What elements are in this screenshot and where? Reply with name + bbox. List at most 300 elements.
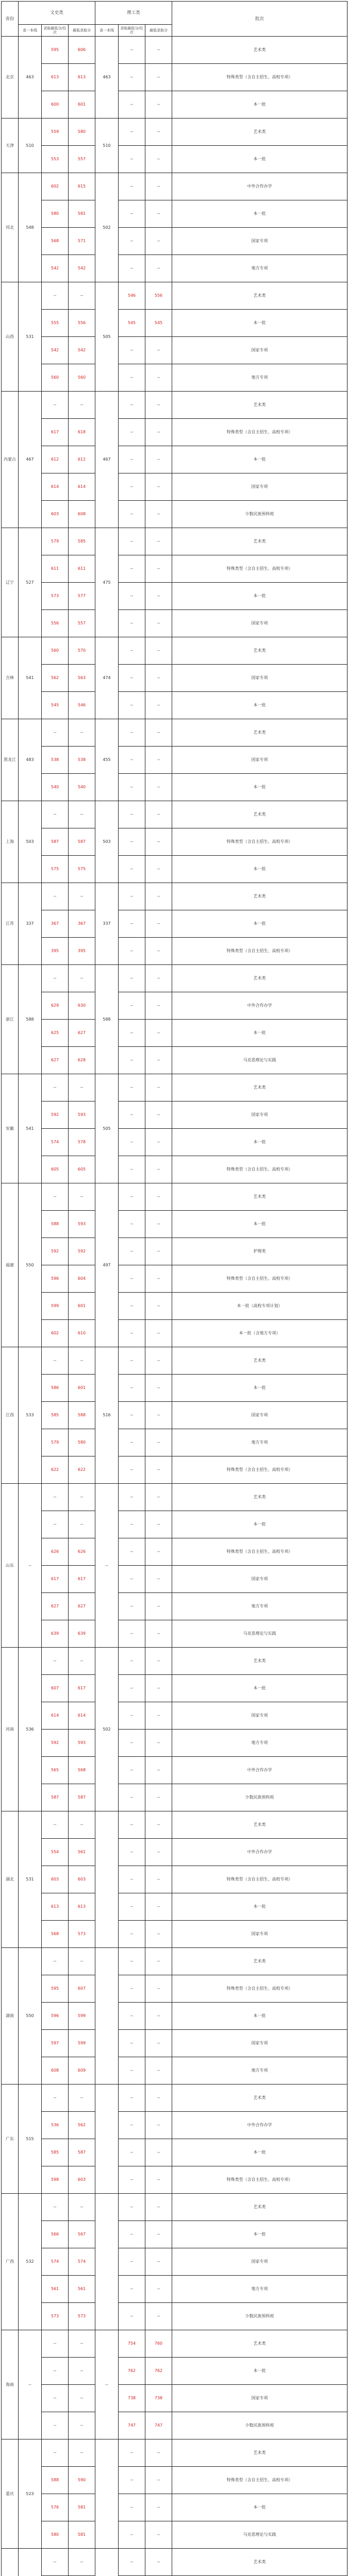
science-admit-min-cell: -- bbox=[119, 37, 145, 64]
liberal-min-score-cell: 639 bbox=[69, 1620, 95, 1648]
science-admit-min-cell: -- bbox=[119, 173, 145, 200]
science-admit-min-cell: -- bbox=[119, 2549, 145, 2576]
batch-cell: 本一批 bbox=[172, 1511, 347, 1538]
liberal-min-score-cell: 571 bbox=[69, 228, 95, 255]
science-min-score-cell: -- bbox=[145, 2084, 172, 2112]
liberal-admit-min-cell: 395 bbox=[42, 938, 69, 965]
science-min-score-cell: -- bbox=[145, 801, 172, 828]
science-admit-min-cell: -- bbox=[119, 1921, 145, 1948]
table-row bbox=[2, 1183, 347, 1211]
science-admit-min-cell: 545 bbox=[119, 310, 145, 337]
science-ctrl-line-cell: 505 bbox=[95, 282, 119, 392]
science-min-score-cell: -- bbox=[145, 1620, 172, 1648]
liberal-admit-min-cell: 639 bbox=[42, 1620, 69, 1648]
batch-cell: 地方专项 bbox=[172, 255, 347, 282]
liberal-admit-min-cell: 555 bbox=[42, 310, 69, 337]
table-row bbox=[2, 173, 347, 200]
batch-cell: 本一批 bbox=[172, 146, 347, 173]
batch-cell: 特殊类型（含自主招生、高校专项） bbox=[172, 1975, 347, 2003]
science-admit-min-cell: -- bbox=[119, 719, 145, 747]
liberal-admit-min-cell: 625 bbox=[42, 1020, 69, 1047]
table-row bbox=[2, 910, 347, 938]
science-min-score-cell: 556 bbox=[145, 282, 172, 310]
batch-cell: 特殊类型（含自主招生、高校专项） bbox=[172, 1538, 347, 1566]
batch-cell: 艺术类 bbox=[172, 965, 347, 992]
table-row bbox=[2, 583, 347, 610]
liberal-ctrl-line-cell: 532 bbox=[19, 2194, 42, 2330]
batch-cell: 艺术类 bbox=[172, 392, 347, 419]
science-min-score-cell: -- bbox=[145, 2276, 172, 2303]
science-admit-min-cell: -- bbox=[119, 2057, 145, 2084]
liberal-admit-min-cell: 613 bbox=[42, 1893, 69, 1921]
liberal-min-score-cell: 601 bbox=[69, 91, 95, 118]
batch-cell: 地方专项 bbox=[172, 1593, 347, 1620]
liberal-admit-min-cell: 588 bbox=[42, 2467, 69, 2494]
science-min-score-cell: -- bbox=[145, 965, 172, 992]
liberal-admit-min-cell: 579 bbox=[42, 528, 69, 555]
science-ctrl-line-cell: 467 bbox=[95, 392, 119, 528]
batch-cell: 本一批（含地方专项） bbox=[172, 1320, 347, 1347]
province-cell: 湖南 bbox=[2, 1948, 19, 2084]
science-min-score-cell: -- bbox=[145, 2521, 172, 2549]
science-min-score-cell: -- bbox=[145, 1839, 172, 1866]
science-min-score-cell: -- bbox=[145, 255, 172, 282]
table-row bbox=[2, 1893, 347, 1921]
batch-cell: 少数民族预科班 bbox=[172, 501, 347, 528]
science-min-score-cell: 760 bbox=[145, 2330, 172, 2358]
table-row bbox=[2, 200, 347, 228]
table-row bbox=[2, 1402, 347, 1429]
table-row bbox=[2, 992, 347, 1020]
batch-cell: 中外合作办学 bbox=[172, 992, 347, 1020]
science-admit-min-cell: -- bbox=[119, 2030, 145, 2057]
liberal-ctrl-line-cell: -- bbox=[19, 2330, 42, 2439]
table-row bbox=[2, 2139, 347, 2166]
liberal-admit-min-cell: 542 bbox=[42, 255, 69, 282]
science-min-score-cell: -- bbox=[145, 2467, 172, 2494]
science-admit-min-cell: -- bbox=[119, 1101, 145, 1129]
table-row bbox=[2, 2194, 347, 2221]
province-cell: 河南 bbox=[2, 1648, 19, 1811]
header-science: 理工类 bbox=[95, 2, 172, 25]
batch-cell: 本一批 bbox=[172, 2358, 347, 2385]
table-row bbox=[2, 1456, 347, 1484]
province-cell: 内蒙古 bbox=[2, 392, 19, 528]
science-min-score-cell: -- bbox=[145, 2221, 172, 2248]
science-admit-min-cell: -- bbox=[119, 337, 145, 364]
table-row bbox=[2, 1811, 347, 1839]
liberal-admit-min-cell: 617 bbox=[42, 419, 69, 446]
batch-cell: 本一批 bbox=[172, 2139, 347, 2166]
batch-cell: 本一批 bbox=[172, 2003, 347, 2030]
batch-cell: 本一批 bbox=[172, 1129, 347, 1156]
table-row bbox=[2, 2248, 347, 2276]
table-row bbox=[2, 1839, 347, 1866]
liberal-admit-min-cell: -- bbox=[42, 392, 69, 419]
science-min-score-cell: -- bbox=[145, 2303, 172, 2330]
science-min-score-cell: -- bbox=[145, 1101, 172, 1129]
batch-cell: 地方专项 bbox=[172, 1429, 347, 1456]
liberal-ctrl-line-cell: -- bbox=[19, 1484, 42, 1648]
science-admit-min-cell: -- bbox=[119, 1511, 145, 1538]
liberal-ctrl-line-cell: 467 bbox=[19, 392, 42, 528]
science-admit-min-cell: -- bbox=[119, 965, 145, 992]
batch-cell: 特殊类型（含自主招生、高校专项） bbox=[172, 555, 347, 583]
table-row bbox=[2, 37, 347, 64]
liberal-admit-min-cell: 603 bbox=[42, 1866, 69, 1893]
province-cell: 广西 bbox=[2, 2194, 19, 2330]
liberal-admit-min-cell: -- bbox=[42, 1948, 69, 1975]
table-row bbox=[2, 364, 347, 392]
liberal-ctrl-line-cell: 541 bbox=[19, 637, 42, 719]
liberal-admit-min-cell: 595 bbox=[42, 1975, 69, 2003]
liberal-min-score-cell: 614 bbox=[69, 473, 95, 501]
liberal-min-score-cell: 609 bbox=[69, 2057, 95, 2084]
batch-cell: 国家专项 bbox=[172, 665, 347, 692]
science-admit-min-cell: -- bbox=[119, 1265, 145, 1293]
table-row bbox=[2, 1675, 347, 1702]
liberal-min-score-cell: 612 bbox=[69, 446, 95, 473]
liberal-min-score-cell: -- bbox=[69, 1811, 95, 1839]
science-min-score-cell: -- bbox=[145, 228, 172, 255]
liberal-admit-min-cell: 614 bbox=[42, 1702, 69, 1730]
liberal-ctrl-line-cell: 483 bbox=[19, 719, 42, 801]
science-admit-min-cell: -- bbox=[119, 1238, 145, 1265]
liberal-min-score-cell: 622 bbox=[69, 1456, 95, 1484]
liberal-admit-min-cell: -- bbox=[42, 801, 69, 828]
science-admit-min-cell: -- bbox=[119, 2439, 145, 2467]
liberal-ctrl-line-cell: 503 bbox=[19, 801, 42, 883]
liberal-min-score-cell: -- bbox=[69, 2385, 95, 2412]
liberal-ctrl-line-cell: 523 bbox=[19, 2439, 42, 2549]
liberal-ctrl-line-cell: 527 bbox=[19, 528, 42, 637]
liberal-admit-min-cell: 626 bbox=[42, 1538, 69, 1566]
science-admit-min-cell: -- bbox=[119, 610, 145, 637]
liberal-min-score-cell: 607 bbox=[69, 1975, 95, 2003]
science-admit-min-cell: -- bbox=[119, 2221, 145, 2248]
batch-cell: 艺术类 bbox=[172, 1948, 347, 1975]
liberal-admit-min-cell: 536 bbox=[42, 2112, 69, 2139]
science-admit-min-cell: -- bbox=[119, 200, 145, 228]
science-min-score-cell: -- bbox=[145, 1265, 172, 1293]
province-cell: 山东 bbox=[2, 1484, 19, 1648]
batch-cell: 艺术类 bbox=[172, 719, 347, 747]
liberal-min-score-cell: 577 bbox=[69, 583, 95, 610]
liberal-min-score-cell: 560 bbox=[69, 364, 95, 392]
science-ctrl-line-cell bbox=[95, 1811, 119, 1948]
science-admit-min-cell: -- bbox=[119, 64, 145, 91]
liberal-min-score-cell: -- bbox=[69, 801, 95, 828]
batch-cell: 特殊类型（含自主招生、高校专项） bbox=[172, 1265, 347, 1293]
science-admit-min-cell: -- bbox=[119, 1757, 145, 1784]
liberal-admit-min-cell: 602 bbox=[42, 173, 69, 200]
science-admit-min-cell: -- bbox=[119, 2276, 145, 2303]
table-row bbox=[2, 637, 347, 665]
liberal-admit-min-cell: 587 bbox=[42, 828, 69, 856]
science-min-score-cell: 762 bbox=[145, 2358, 172, 2385]
liberal-admit-min-cell: 592 bbox=[42, 1101, 69, 1129]
liberal-min-score-cell: -- bbox=[69, 719, 95, 747]
table-row bbox=[2, 419, 347, 446]
liberal-admit-min-cell: 561 bbox=[42, 2276, 69, 2303]
batch-cell: 国家专项 bbox=[172, 1921, 347, 1948]
table-row bbox=[2, 1730, 347, 1757]
batch-cell: 本一批 bbox=[172, 1375, 347, 1402]
table-row bbox=[2, 337, 347, 364]
table-row bbox=[2, 1156, 347, 1183]
science-min-score-cell: -- bbox=[145, 2057, 172, 2084]
liberal-min-score-cell: 562 bbox=[69, 2112, 95, 2139]
liberal-admit-min-cell: 574 bbox=[42, 1129, 69, 1156]
batch-cell: 国家专项 bbox=[172, 1402, 347, 1429]
science-min-score-cell: -- bbox=[145, 610, 172, 637]
header-admit-min-sci: 录取最低分/位次 bbox=[119, 25, 145, 37]
liberal-ctrl-line-cell: 531 bbox=[19, 1811, 42, 1948]
province-cell: 海南 bbox=[2, 2330, 19, 2439]
science-min-score-cell: -- bbox=[145, 883, 172, 910]
science-min-score-cell: -- bbox=[145, 2030, 172, 2057]
liberal-admit-min-cell: 613 bbox=[42, 64, 69, 91]
liberal-min-score-cell: 604 bbox=[69, 1265, 95, 1293]
liberal-admit-min-cell: 596 bbox=[42, 1265, 69, 1293]
batch-cell: 艺术类 bbox=[172, 1074, 347, 1101]
batch-cell: 艺术类 bbox=[172, 1183, 347, 1211]
liberal-admit-min-cell: 603 bbox=[42, 501, 69, 528]
liberal-min-score-cell: 627 bbox=[69, 1020, 95, 1047]
liberal-min-score-cell: 603 bbox=[69, 2166, 95, 2194]
liberal-admit-min-cell: -- bbox=[42, 2084, 69, 2112]
science-min-score-cell: -- bbox=[145, 1156, 172, 1183]
table-row bbox=[2, 883, 347, 910]
batch-cell: 本一批 bbox=[172, 910, 347, 938]
science-min-score-cell: -- bbox=[145, 1921, 172, 1948]
liberal-admit-min-cell: 559 bbox=[42, 118, 69, 146]
batch-cell: 本一批 bbox=[172, 1020, 347, 1047]
science-min-score-cell: -- bbox=[145, 446, 172, 473]
science-min-score-cell: -- bbox=[145, 992, 172, 1020]
table-row bbox=[2, 1566, 347, 1593]
science-min-score-cell: -- bbox=[145, 473, 172, 501]
liberal-ctrl-line-cell: 533 bbox=[19, 1347, 42, 1484]
liberal-min-score-cell: -- bbox=[69, 1484, 95, 1511]
table-row bbox=[2, 1020, 347, 1047]
liberal-admit-min-cell: -- bbox=[42, 1074, 69, 1101]
table-row bbox=[2, 2166, 347, 2194]
table-row bbox=[2, 1265, 347, 1293]
liberal-min-score-cell: 573 bbox=[69, 2303, 95, 2330]
liberal-min-score-cell: 542 bbox=[69, 255, 95, 282]
liberal-min-score-cell: 610 bbox=[69, 1320, 95, 1347]
batch-cell: 国家专项 bbox=[172, 1101, 347, 1129]
batch-cell: 特殊类型（含自主招生、高校专项） bbox=[172, 1866, 347, 1893]
science-min-score-cell: -- bbox=[145, 1511, 172, 1538]
science-admit-min-cell: -- bbox=[119, 2248, 145, 2276]
science-admit-min-cell: -- bbox=[119, 883, 145, 910]
science-min-score-cell: -- bbox=[145, 1211, 172, 1238]
science-admit-min-cell: -- bbox=[119, 1675, 145, 1702]
liberal-admit-min-cell: 622 bbox=[42, 1456, 69, 1484]
score-table bbox=[1, 1, 347, 2576]
liberal-ctrl-line-cell: 541 bbox=[19, 1074, 42, 1183]
liberal-ctrl-line-cell: 548 bbox=[19, 173, 42, 282]
table-row bbox=[2, 2439, 347, 2467]
table-row bbox=[2, 118, 347, 146]
batch-cell: 艺术类 bbox=[172, 801, 347, 828]
liberal-admit-min-cell: 573 bbox=[42, 2303, 69, 2330]
science-admit-min-cell: -- bbox=[119, 801, 145, 828]
science-admit-min-cell: -- bbox=[119, 1347, 145, 1375]
province-cell: 重庆 bbox=[2, 2439, 19, 2549]
liberal-admit-min-cell: 617 bbox=[42, 1566, 69, 1593]
table-row bbox=[2, 2084, 347, 2112]
table-row bbox=[2, 2303, 347, 2330]
liberal-min-score-cell: 561 bbox=[69, 1839, 95, 1866]
liberal-min-score-cell: 630 bbox=[69, 992, 95, 1020]
science-admit-min-cell: -- bbox=[119, 1648, 145, 1675]
table-row bbox=[2, 719, 347, 747]
liberal-admit-min-cell: -- bbox=[42, 2549, 69, 2576]
science-min-score-cell: -- bbox=[145, 583, 172, 610]
batch-cell: 国家专项 bbox=[172, 2248, 347, 2276]
science-ctrl-line-cell bbox=[95, 2194, 119, 2330]
science-admit-min-cell: -- bbox=[119, 692, 145, 719]
liberal-admit-min-cell: 592 bbox=[42, 1238, 69, 1265]
science-min-score-cell: 738 bbox=[145, 2385, 172, 2412]
table-row bbox=[2, 2412, 347, 2439]
science-admit-min-cell: -- bbox=[119, 1839, 145, 1866]
liberal-admit-min-cell: 627 bbox=[42, 1047, 69, 1074]
science-admit-min-cell: -- bbox=[119, 1730, 145, 1757]
province-cell: 广东 bbox=[2, 2084, 19, 2194]
liberal-admit-min-cell: 560 bbox=[42, 637, 69, 665]
science-admit-min-cell: -- bbox=[119, 118, 145, 146]
batch-cell: 本一批 bbox=[172, 200, 347, 228]
liberal-min-score-cell: 605 bbox=[69, 1156, 95, 1183]
liberal-admit-min-cell: 565 bbox=[42, 1757, 69, 1784]
science-admit-min-cell: -- bbox=[119, 1047, 145, 1074]
table-row bbox=[2, 1757, 347, 1784]
table-row bbox=[2, 1074, 347, 1101]
batch-cell: 特殊类型（含自主招生、高校专项） bbox=[172, 2166, 347, 2194]
table-row bbox=[2, 2330, 347, 2358]
table-row bbox=[2, 2112, 347, 2139]
science-admit-min-cell: -- bbox=[119, 1020, 145, 1047]
batch-cell: 马克思理论与实践 bbox=[172, 2521, 347, 2549]
liberal-min-score-cell: -- bbox=[69, 392, 95, 419]
science-min-score-cell: 747 bbox=[145, 2412, 172, 2439]
liberal-min-score-cell: -- bbox=[69, 2412, 95, 2439]
liberal-min-score-cell: 395 bbox=[69, 938, 95, 965]
liberal-admit-min-cell: 579 bbox=[42, 1429, 69, 1456]
liberal-min-score-cell: 556 bbox=[69, 310, 95, 337]
science-admit-min-cell: -- bbox=[119, 1538, 145, 1566]
liberal-admit-min-cell: 627 bbox=[42, 1593, 69, 1620]
liberal-admit-min-cell: 545 bbox=[42, 692, 69, 719]
science-admit-min-cell: -- bbox=[119, 228, 145, 255]
batch-cell: 艺术类 bbox=[172, 2439, 347, 2467]
liberal-admit-min-cell: 629 bbox=[42, 992, 69, 1020]
science-ctrl-line-cell bbox=[95, 2439, 119, 2549]
table-row bbox=[2, 2358, 347, 2385]
science-min-score-cell: -- bbox=[145, 692, 172, 719]
liberal-ctrl-line-cell: 515 bbox=[19, 2084, 42, 2194]
science-min-score-cell: -- bbox=[145, 528, 172, 555]
liberal-admit-min-cell: 598 bbox=[42, 2166, 69, 2194]
table-row bbox=[2, 665, 347, 692]
table-row bbox=[2, 1129, 347, 1156]
batch-cell: 少数民族预科班 bbox=[172, 1784, 347, 1811]
science-admit-min-cell: -- bbox=[119, 1893, 145, 1921]
table-row bbox=[2, 255, 347, 282]
liberal-admit-min-cell: -- bbox=[42, 282, 69, 310]
liberal-admit-min-cell: 595 bbox=[42, 37, 69, 64]
batch-cell: 少数民族预科班 bbox=[172, 2303, 347, 2330]
liberal-min-score-cell: -- bbox=[69, 1948, 95, 1975]
science-admit-min-cell: -- bbox=[119, 1566, 145, 1593]
science-min-score-cell: -- bbox=[145, 2194, 172, 2221]
science-admit-min-cell: -- bbox=[119, 446, 145, 473]
liberal-min-score-cell: 367 bbox=[69, 910, 95, 938]
liberal-min-score-cell: -- bbox=[69, 2549, 95, 2576]
science-min-score-cell: -- bbox=[145, 173, 172, 200]
liberal-min-score-cell: -- bbox=[69, 1347, 95, 1375]
batch-cell: 特殊类型（含自主招生、高校专项） bbox=[172, 1456, 347, 1484]
science-min-score-cell: -- bbox=[145, 1375, 172, 1402]
province-cell: 北京 bbox=[2, 37, 19, 118]
science-ctrl-line-cell: 463 bbox=[95, 37, 119, 118]
liberal-admit-min-cell: 607 bbox=[42, 1675, 69, 1702]
batch-cell: 地方专项 bbox=[172, 2276, 347, 2303]
liberal-min-score-cell: 585 bbox=[69, 528, 95, 555]
batch-cell: 艺术类 bbox=[172, 1484, 347, 1511]
batch-cell: 艺术类 bbox=[172, 118, 347, 146]
science-ctrl-line-cell: 474 bbox=[95, 637, 119, 719]
liberal-min-score-cell: 587 bbox=[69, 828, 95, 856]
science-admit-min-cell: -- bbox=[119, 364, 145, 392]
batch-cell: 地方专项 bbox=[172, 2057, 347, 2084]
liberal-min-score-cell: 627 bbox=[69, 1593, 95, 1620]
science-admit-min-cell: -- bbox=[119, 2494, 145, 2521]
science-min-score-cell: -- bbox=[145, 364, 172, 392]
science-ctrl-line-cell: 503 bbox=[95, 801, 119, 883]
science-admit-min-cell: -- bbox=[119, 938, 145, 965]
science-admit-min-cell: -- bbox=[119, 255, 145, 282]
liberal-min-score-cell: -- bbox=[69, 2084, 95, 2112]
science-admit-min-cell: -- bbox=[119, 1620, 145, 1648]
liberal-admit-min-cell: 568 bbox=[42, 228, 69, 255]
liberal-admit-min-cell: -- bbox=[42, 2194, 69, 2221]
science-ctrl-line-cell bbox=[95, 1948, 119, 2084]
science-min-score-cell: -- bbox=[145, 2494, 172, 2521]
liberal-admit-min-cell: 612 bbox=[42, 446, 69, 473]
table-row bbox=[2, 2003, 347, 2030]
science-ctrl-line-cell bbox=[95, 2084, 119, 2194]
table-row bbox=[2, 1429, 347, 1456]
science-min-score-cell: -- bbox=[145, 2112, 172, 2139]
table-row bbox=[2, 828, 347, 856]
batch-cell: 本一批（高校专项计划） bbox=[172, 1293, 347, 1320]
batch-cell: 国家专项 bbox=[172, 2030, 347, 2057]
table-row bbox=[2, 1293, 347, 1320]
science-min-score-cell: -- bbox=[145, 337, 172, 364]
science-admit-min-cell: -- bbox=[119, 2303, 145, 2330]
science-admit-min-cell: -- bbox=[119, 1429, 145, 1456]
liberal-admit-min-cell: -- bbox=[42, 965, 69, 992]
science-admit-min-cell: -- bbox=[119, 1293, 145, 1320]
science-admit-min-cell: -- bbox=[119, 747, 145, 774]
science-admit-min-cell: -- bbox=[119, 2194, 145, 2221]
science-admit-min-cell: -- bbox=[119, 501, 145, 528]
